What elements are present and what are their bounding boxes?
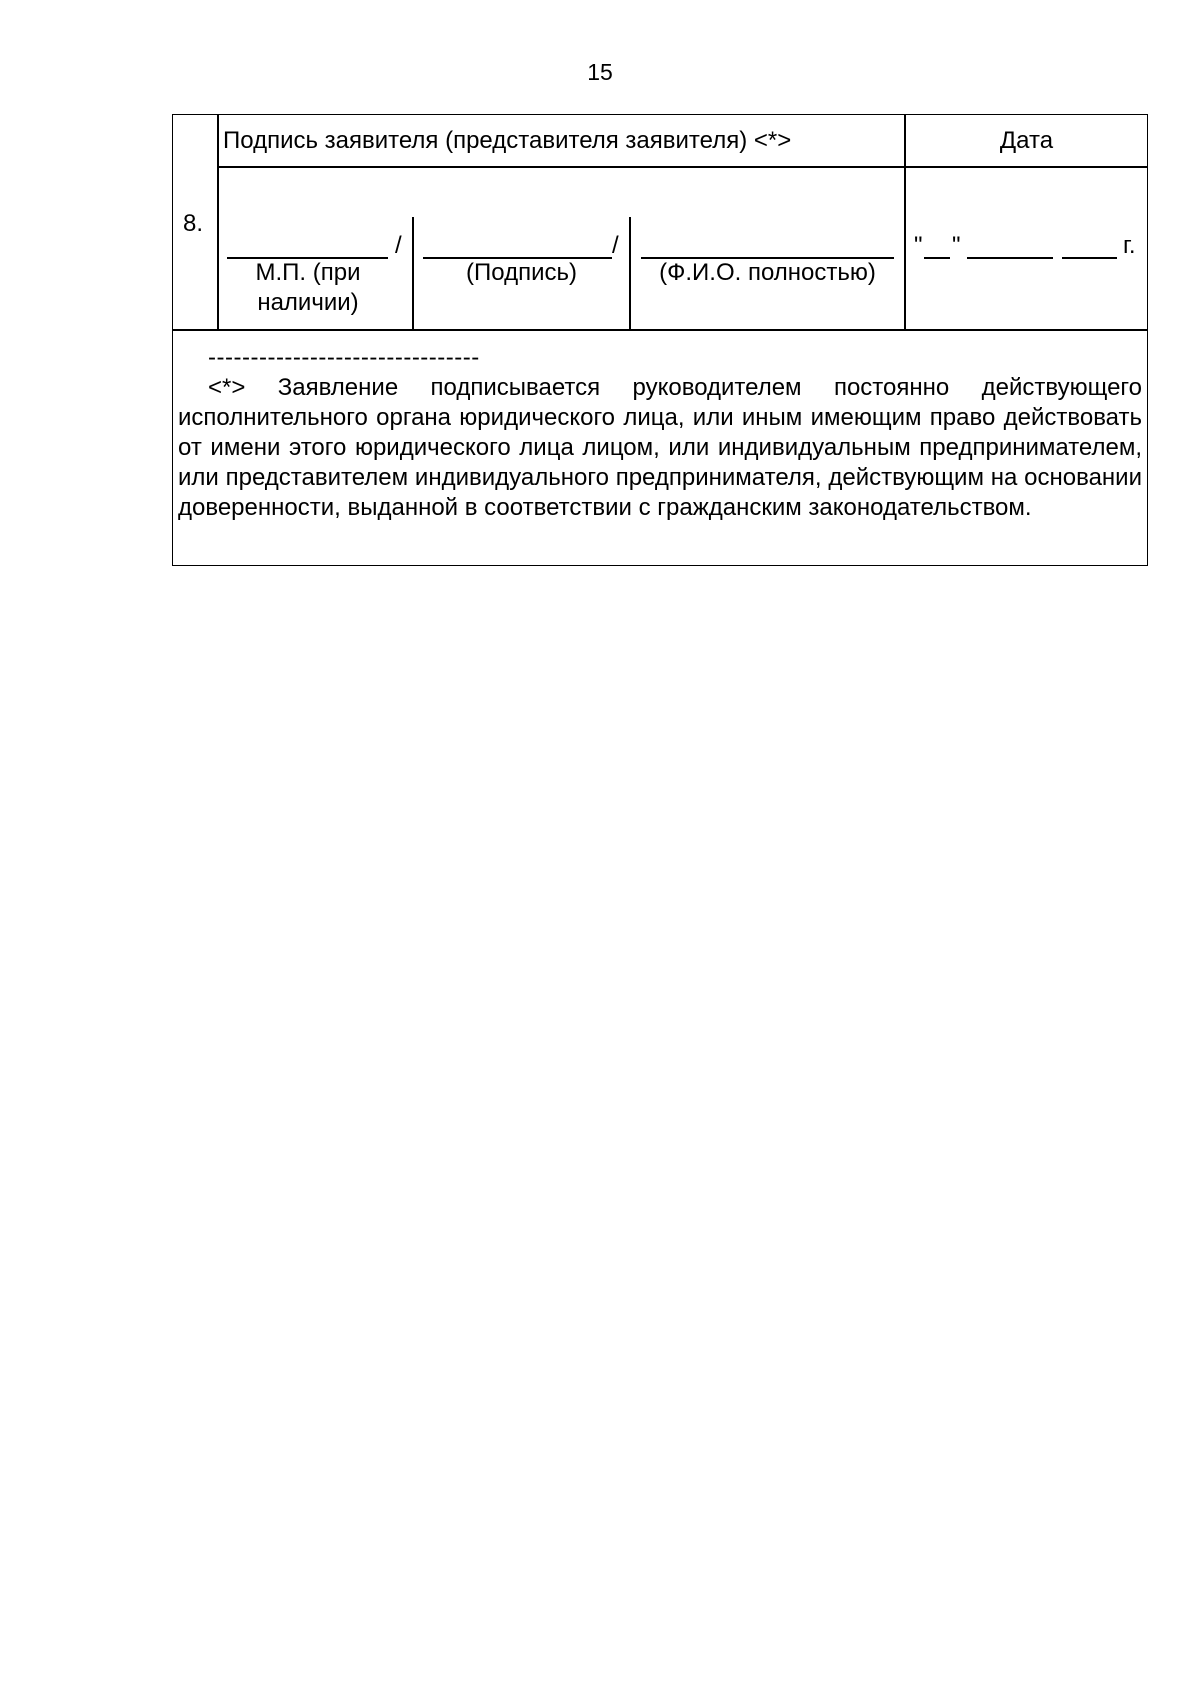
date-header: Дата [999,127,1054,154]
date-day-blank [924,257,950,259]
row-number: 8. [183,210,204,237]
header-row-divider [217,166,1147,168]
full-name-label: (Ф.И.О. полностью) [659,259,876,286]
date-day-close-quote: " [952,232,961,259]
signature-header: Подпись заявителя (представителя заявителя) <*> [223,127,792,154]
date-year-blank [1062,257,1117,259]
date-year-suffix: г. [1123,232,1136,259]
row-number-column-divider [217,115,219,329]
page-number: 15 [587,59,613,85]
signature-slash: / [612,232,619,259]
footnote-separator: -------------------------------- [208,344,480,371]
stamp-label: М.П. (при наличии) [255,259,361,316]
footnote [178,343,1142,523]
date-month-blank [967,257,1053,259]
footnote-row-divider [173,329,1147,331]
footnote-text: <*> Заявление подписывается руководителем постоянно действующего исполнительного органа юридического лица, или иным имеющим право действовать от имени этого юридического лица лицом, или индивидуальным предпринимателем, или представителем индивидуального предпринимателя, действующим на основании доверенности, выданной в соответствии с гражданским законодательством. [178,374,1142,521]
signature-label: (Подпись) [466,259,577,286]
stamp-slash: / [395,232,402,259]
date-day-open-quote: " [914,232,923,259]
